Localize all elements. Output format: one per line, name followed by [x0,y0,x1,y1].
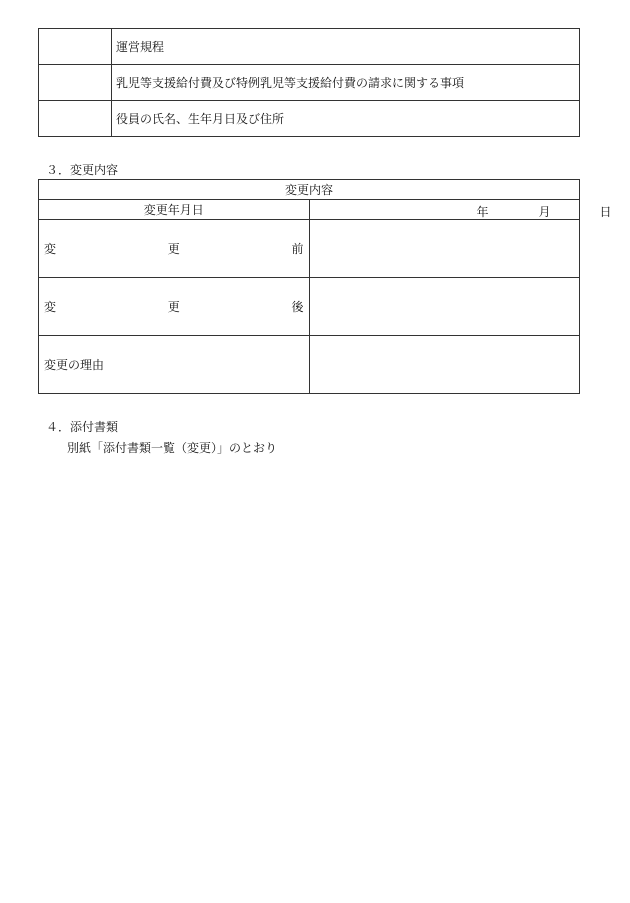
before-char: 前 [291,242,304,256]
after-char: 変 [44,300,57,314]
change-date-label: 変更年月日 [39,200,310,220]
attachment-note: 別紙「添付書類一覧（変更）」のとおり [67,441,278,455]
change-details-table [38,179,612,394]
before-label [39,220,310,278]
before-field[interactable] [309,220,580,278]
section-3-heading: ３．変更内容 [46,163,119,177]
month-label: 月 [538,204,551,219]
day-label: 日 [599,204,612,219]
checkbox-cell[interactable] [39,29,112,65]
before-char: 更 [167,242,180,256]
reason-label-text: 変更の理由 [44,358,105,372]
table-row [39,101,580,137]
table-row [39,200,580,220]
table-header: 変更内容 [39,180,580,200]
section-4-heading: ４．添付書類 [46,420,119,434]
change-date-field[interactable] [309,200,612,220]
table-row [39,29,580,65]
item-label: 運営規程 [112,29,580,65]
table-row [39,65,580,101]
reason-field[interactable] [309,336,580,394]
items-table [38,28,580,137]
table-row [39,278,580,336]
table-row [39,180,580,200]
year-label: 年 [476,204,489,219]
item-label: 乳児等支援給付費及び特例乳児等支援給付費の請求に関する事項 [112,65,580,101]
before-char: 変 [44,242,57,256]
checkbox-cell[interactable] [39,65,112,101]
item-label: 役員の氏名、生年月日及び住所 [112,101,580,137]
reason-label [39,336,310,394]
after-label [39,278,310,336]
after-char: 更 [167,300,180,314]
table-row [39,220,580,278]
table-row [39,336,580,394]
checkbox-cell[interactable] [39,101,112,137]
after-field[interactable] [309,278,580,336]
after-char: 後 [291,300,304,314]
